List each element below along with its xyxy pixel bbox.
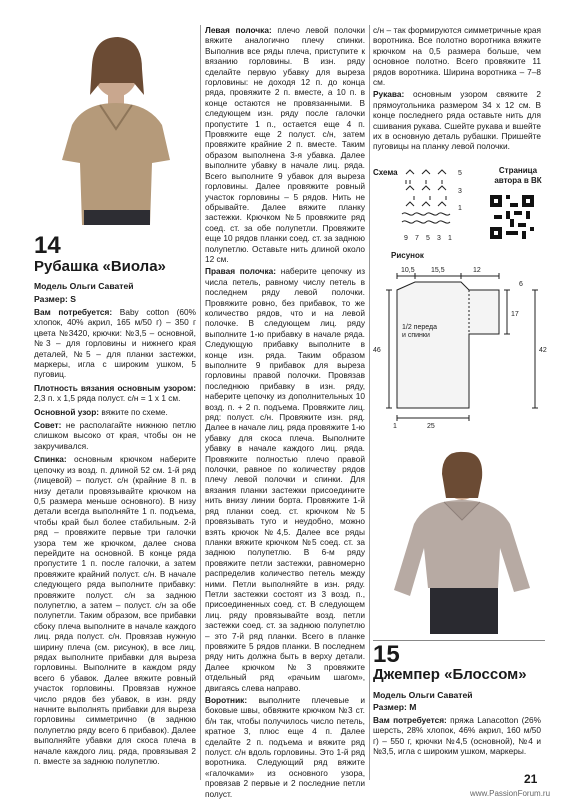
pattern-label: Основной узор: xyxy=(34,406,100,417)
dim-bottom1: 1 xyxy=(393,423,397,430)
p15-materials-text: пряжа Lanacotton (26% шерсть, 28% хлопок, 46% акрил, 160 м/50 г) – 550 г, крючки №4,5 (основной), №4 и №3,5, игла с широким ушком, маркеры. xyxy=(373,715,541,757)
scheme-col-3: 3 xyxy=(437,235,441,242)
column-divider-2 xyxy=(369,25,370,780)
scheme-col-9: 9 xyxy=(404,235,408,242)
qr-code-icon[interactable] xyxy=(490,195,534,239)
stitch-scheme xyxy=(396,166,468,246)
right-front-label: Правая полочка: xyxy=(205,266,277,277)
pattern15-number: 15 xyxy=(373,641,400,668)
pattern14-number: 14 xyxy=(34,232,61,259)
woman-in-jumper-image xyxy=(380,438,550,634)
left-front-label: Левая полочка: xyxy=(205,25,272,35)
dim-left: 46 xyxy=(373,347,381,354)
garment-drawing xyxy=(373,262,553,432)
author-page-label: Страница автора в ВК xyxy=(494,166,542,185)
scheme-row-3: 3 xyxy=(458,188,462,195)
left-front-text: плечо левой полочки вяжите аналогично плечу спинки. Выполнив все ряды плеча, приступите к вязанию горловины. В изн. ряду сделайте первую убавку для выреза горловины: не доходя 12 п. до конца ряда, провяжите 2 п. вместе, а 10 п. в конце остаются не провязанными. В следующем изн. ряду после галочки пропустите 1 п., остается еще 4 п. Провяжите еще 2 полуст. с/н, затем провяжите крайние 2 п. вместе. Таким образом выполнена 3-я убавка. Далее выполните убавку в начале лиц. ряда. Всего выполните 9 убавок для выреза горловины. Далее провяжите ровный участок горловины – 5 рядов. Нить не обрывайте. Далее вяжите планку застежки. Крючком №5 провяжите ряд соед. ст. за обе полупетли. Провяжите еще 10 рядов планки соед. ст. за заднюю полупетлю. Оставьте нить длиной около 12 см. xyxy=(205,25,365,264)
drawing-center-label: 1/2 переда и спинки xyxy=(402,324,437,339)
dim-top2: 15,5 xyxy=(431,267,445,274)
column-divider-1 xyxy=(200,25,201,780)
materials-label: Вам потребуется: xyxy=(34,307,113,317)
pattern14-title: Рубашка «Виола» xyxy=(34,258,166,275)
scheme-col-5: 5 xyxy=(426,235,430,242)
pattern14-size: Размер: S xyxy=(34,294,76,304)
scheme-col-7: 7 xyxy=(415,235,419,242)
page-number: 21 xyxy=(524,772,538,786)
pattern15-model: Модель Ольги Саватей xyxy=(373,690,473,700)
assembly-label: Воротник: xyxy=(205,695,248,705)
collar-cont-text: с/н – так формируются симметричные края воротника. Все полотно воротника вяжите крючком на 0,5 размера больше, чем основное полотно. Всего провяжите 11 рядов воротника. Ширина воротника – 7–8 см. xyxy=(373,25,541,88)
watermark: www.PassionForum.ru xyxy=(470,789,551,798)
dim-top3: 12 xyxy=(473,267,481,274)
right-front-text: наберите цепочку из числа петель, равному числу петель в последнем ряду левой полочки. Провяжите ровно, без прибавок, то же количество рядов, что и на левой полочке. В следующем лиц. ряду выполните 1-ю прибавку в начале ряда. Следующую прибавку выполните в конце изн. ряда. Таким образом выполните 9 прибавок для выреза горловины правой полочки. Провязав последнюю прибавку в изн. ряду, наберите цепочку из дополнительных 10 возд. п. + 2 п. подъема. Провяжите лиц. ряд: полуст. с/н. Провяжите изн. ряд. Далее в начале лиц. ряда провяжите 1-ю убавку для скоса плеча. Выполните убавку в начале каждого лиц. ряда. Провяжите полностью плечо правой полочки, равное по количеству рядов плечу левой полочки и спинки. Для вязания планки застежки присоедините нить внизу линии борта. Провяжите 1-й ряд планки соед. ст. крючком №5 провязывать туго и неудобно, можно взять крючок №4,5. Далее все ряды планки вяжите крючком №5 соед. ст. за заднюю полупетлю. В 6-м ряду провяжите петли застежки, равномерно распределив количество петель между ними. Петли выполняйте в изн. ряду. Петли застежки состоят из 3 возд. п., присоединенных соед. ст. В следующем лиц. ряду провязывайте возд. петли застежки соед. ст. за заднюю полупетлю – это 7-й ряд планки. Всего в планке провяжите 5 рядов планки. В последнем ряду нить должна быть в верху детали. Далее крючком №3 провяжите отдельный ряд «рачьим шагом», двигаясь слева направо. xyxy=(205,266,365,693)
column2-body xyxy=(205,25,365,800)
pattern14-body xyxy=(34,307,196,767)
assembly-text: выполните плечевые и боковые швы, обвяжите крючком №3 ст. б/н так, чтобы получилось число петель, кратное 3, плюс еще 4 п. Далее сделайте 2 п. подъема и вяжите ряд полуст. с/н вдоль горловины. Это 1-й ряд воротника. Следующий ряд вяжите «галочками» из основного узора, провязав 2 первые и 2 последние петли полуст. xyxy=(205,695,366,799)
density-text: 2,3 п. х 1,5 ряда полуст. с/н = 1 х 1 см. xyxy=(34,393,181,404)
drawing-label: Рисунок xyxy=(391,251,424,260)
scheme-col-1: 1 xyxy=(448,235,452,242)
dim-top4: 6 xyxy=(519,281,523,288)
pattern14-model: Модель Ольги Саватей xyxy=(34,281,134,291)
garment-outline xyxy=(386,273,538,421)
dim-sleeve: 17 xyxy=(511,311,519,318)
dim-right: 42 xyxy=(539,347,547,354)
materials-text: Baby cotton (60% хлопок, 40% акрил, 165 м/50 г) – 350 г цвета №3420, крючки: №3,5 – основной, №3 – для горловины и нижнего края деталей, №5 – для планки застежки, маркеры, игла с широким ушком, 5 пуговиц. xyxy=(34,307,196,380)
scheme-row-5: 5 xyxy=(458,170,462,177)
model-photo-jumper xyxy=(380,438,550,634)
p15-materials-label: Вам потребуется: xyxy=(373,715,447,725)
woman-in-shirt-image xyxy=(34,25,190,225)
back-label: Спинка: xyxy=(34,454,67,465)
sleeves-text: основным узором свяжите 2 прямоугольника размером 34 х 12 см. В конце последнего ряда оставьте нить для сшивания рукава. Сшейте рукава и вшейте их в основную деталь рубашки. Пришейте пуговицы на планку левой полочки. xyxy=(373,89,541,152)
pattern15-size: Размер: М xyxy=(373,702,417,712)
advice-text: не располагайте нижнюю петлю слишком высоко от края, чтобы он не закручивался. xyxy=(34,420,196,451)
dim-bottom2: 25 xyxy=(427,423,435,430)
back-text: основным крючком наберите цепочку из возд. п. длиной 52 см. 1-й ряд (лицевой) – полуст. с/н (крайние 8 п. в низу детали провязывайте крючком на 0,5 размера меньше основного). В низу детали всегда выполняйте 1 п. подъема, чтобы край был более стабильным. 2-й ряд – провяжите первые три галочки узора тем же крючком, далее снова перейдите на основной. В конце ряда пропустите 1 п. после галочки, а затем провяжите крайний полуст. с/н. В начале следующего ряда выполните прибавку: провяжите полуст. с/н за заднюю полупетлю, а затем – полуст. с/н за обе полупетли. Таким образом, все прибавки сбоку плеча выполните в начале каждого лиц. ряда полуст. с/н. Провязав нужную ширину плеча (см. рисунок), в все лиц. рядах выполните прибавки для выреза горловины. Выполните в каждом ряду всего 6 убавок. Далее вяжите ровный участок горловины. Провязав нужное число рядов без убавок, в изн. ряду начните выполнять прибавки для выреза горловины симметрично (в заднюю полупетлю ряду всего 6 прибавок). Далее выполняйте убавки для скоса плеча в начале каждого лиц. ряда, провязывая 2 п. вместе за заднюю полупетлю. xyxy=(34,454,196,767)
density-label: Плотность вязания основным узором: xyxy=(34,382,196,393)
pattern15-materials xyxy=(373,715,541,758)
pattern15-title: Джемпер «Блоссом» xyxy=(373,666,527,683)
scheme-row-1: 1 xyxy=(458,205,462,212)
advice-label: Совет: xyxy=(34,420,62,431)
scheme-symbols xyxy=(402,170,450,223)
model-photo-shirt xyxy=(34,25,190,225)
column3-body xyxy=(373,25,541,153)
sleeves-label: Рукава: xyxy=(373,89,405,100)
scheme-label: Схема xyxy=(373,168,398,177)
pattern-text: вяжите по схеме. xyxy=(101,406,168,417)
dim-top1: 10,5 xyxy=(401,267,415,274)
